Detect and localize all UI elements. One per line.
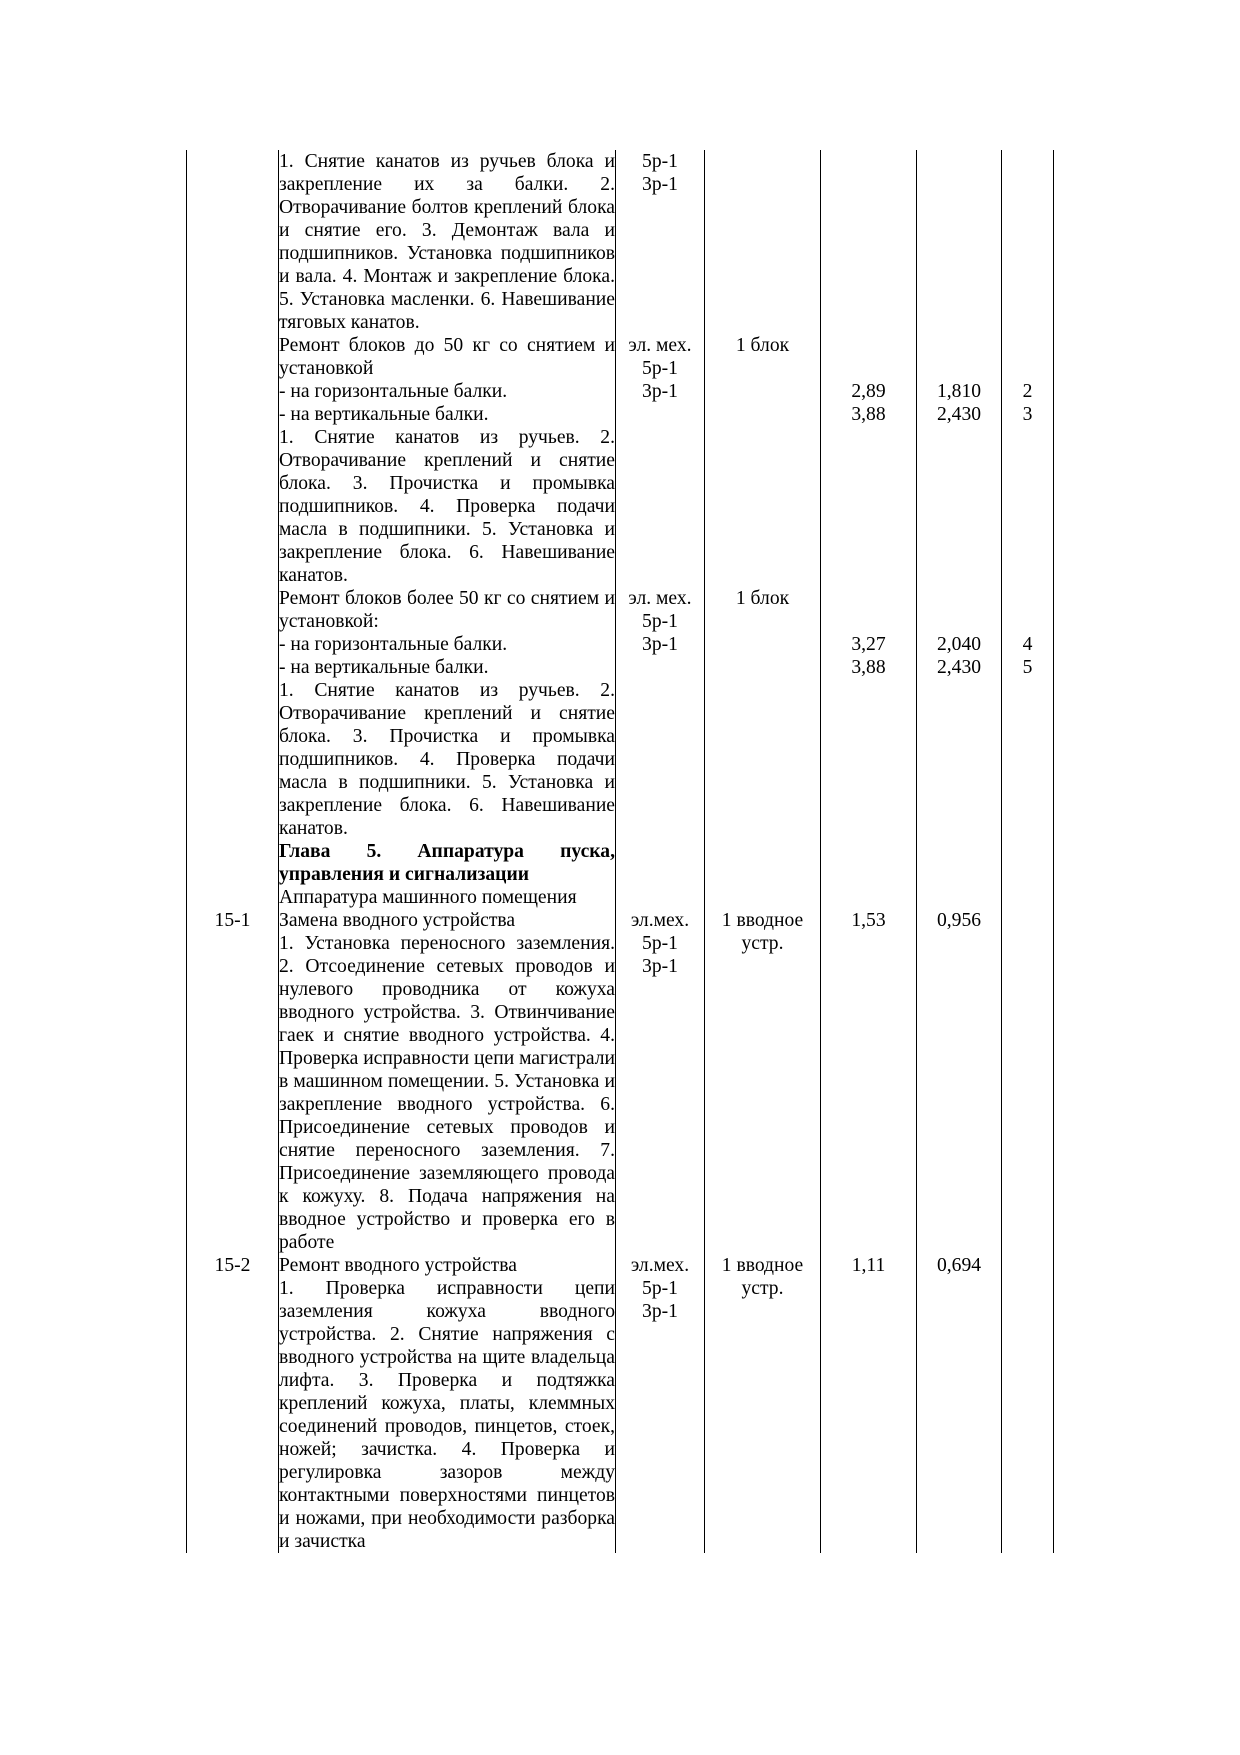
crew-grade: 5р-1 (642, 358, 678, 379)
unit-cell (705, 587, 821, 840)
row-number (187, 150, 279, 334)
table-row (187, 334, 1054, 587)
work-title: Замена вводного устройства (279, 910, 516, 931)
work-description (279, 587, 616, 840)
table-row (187, 1254, 1054, 1553)
work-title: Ремонт вводного устройства (279, 1255, 517, 1276)
value-cell (1002, 334, 1054, 587)
row-number-text: 15-2 (214, 1255, 251, 1276)
value-text: 0,956 (936, 910, 982, 931)
chapter-cell (279, 840, 616, 909)
crew-grade: 3р-1 (642, 174, 678, 195)
value-text: 1,53 (851, 910, 886, 931)
value-text: 0,694 (936, 1255, 982, 1276)
row-number (187, 587, 279, 840)
value-cell (821, 334, 917, 587)
unit-text: устр. (741, 1278, 784, 1299)
crew-grade: 3р-1 (642, 1301, 678, 1322)
value-cell (917, 334, 1002, 587)
norms-table (186, 150, 1054, 1553)
unit-text: 1 блок (735, 335, 790, 356)
work-description (279, 150, 616, 334)
value-cell (821, 1254, 917, 1553)
value-text: 2,89 (851, 381, 886, 402)
crew-cell (616, 909, 705, 1254)
crew-grade: 5р-1 (642, 1278, 678, 1299)
crew-grade: эл.мех. (630, 1255, 690, 1276)
value-text: 1,11 (851, 1255, 886, 1276)
crew-cell (616, 1254, 705, 1553)
table-row (187, 909, 1054, 1254)
work-variant: - на горизонтальные балки. (279, 634, 508, 655)
row-number (187, 334, 279, 587)
value-text: 2 (1022, 381, 1033, 402)
value-text: 3 (1022, 404, 1033, 425)
work-title: Ремонт блоков более 50 кг со снятием и установкой: (279, 588, 615, 632)
value-cell (821, 909, 917, 1254)
crew-cell (616, 840, 705, 909)
value-text: 2,430 (936, 404, 982, 425)
table-row (187, 150, 1054, 334)
crew-cell (616, 334, 705, 587)
unit-cell (705, 1254, 821, 1553)
row-number-text: 15-1 (214, 910, 251, 931)
value-cell (917, 909, 1002, 1254)
value-cell (917, 1254, 1002, 1553)
chapter-row (187, 840, 1054, 909)
work-description (279, 909, 616, 1254)
operations-text: 1. Снятие канатов из ручьев. 2. Отворачивание креплений и снятие блока. 3. Прочистка и промывка подшипников. 4. Проверка подачи масла в подшипники. 5. Установка и закрепление блока. 6. Навешивание канатов. (279, 680, 615, 839)
value-cell (1002, 150, 1054, 334)
value-text: 2,430 (936, 657, 982, 678)
unit-text: устр. (741, 933, 784, 954)
value-text: 2,040 (936, 634, 982, 655)
value-cell (1002, 587, 1054, 840)
operations-text: 1. Снятие канатов из ручьев. 2. Отворачивание креплений и снятие блока. 3. Прочистка и промывка подшипников. 4. Проверка подачи масла в подшипники. 5. Установка и закрепление блока. 6. Навешивание канатов. (279, 427, 615, 586)
unit-cell (705, 840, 821, 909)
work-description (279, 1254, 616, 1553)
unit-cell (705, 334, 821, 587)
crew-cell (616, 587, 705, 840)
value-cell (1002, 840, 1054, 909)
value-cell (917, 840, 1002, 909)
unit-text: 1 блок (735, 588, 790, 609)
value-text: 3,88 (851, 657, 886, 678)
work-variant: - на вертикальные балки. (279, 404, 489, 425)
row-number (187, 1254, 279, 1553)
crew-grade: 3р-1 (642, 956, 678, 977)
crew-cell (616, 150, 705, 334)
value-text: 4 (1022, 634, 1033, 655)
operations-text: 1. Снятие канатов из ручьев блока и закрепление их за балки. 2. Отворачивание болтов креплений блока и снятие его. 3. Демонтаж вала и подшипников. Установка подшипников и вала. 4. Монтаж и закрепление блока. 5. Установка масленки. 6. Навешивание тяговых канатов. (279, 151, 615, 333)
value-cell (917, 587, 1002, 840)
unit-cell (705, 909, 821, 1254)
value-text: 3,88 (851, 404, 886, 425)
value-cell (821, 150, 917, 334)
value-cell (821, 587, 917, 840)
crew-grade: эл. мех. (628, 335, 692, 356)
work-variant: - на горизонтальные балки. (279, 381, 508, 402)
crew-grade: 5р-1 (642, 151, 678, 172)
value-cell (1002, 1254, 1054, 1553)
work-title: Ремонт блоков до 50 кг со снятием и установкой (279, 335, 615, 379)
work-variant: - на вертикальные балки. (279, 657, 489, 678)
value-text: 1,810 (936, 381, 982, 402)
work-description (279, 334, 616, 587)
section-title: Аппаратура машинного помещения (279, 887, 577, 908)
row-number (187, 840, 279, 909)
crew-grade: 3р-1 (642, 634, 678, 655)
crew-grade: эл.мех. (630, 910, 690, 931)
value-cell (821, 840, 917, 909)
unit-text: 1 вводное (721, 910, 804, 931)
crew-grade: эл. мех. (628, 588, 692, 609)
value-cell (1002, 909, 1054, 1254)
crew-grade: 3р-1 (642, 381, 678, 402)
value-text: 3,27 (851, 634, 886, 655)
value-text: 5 (1022, 657, 1033, 678)
operations-text: 1. Проверка исправности цепи заземления кожуха вводного устройства. 2. Снятие напряжения с вводного устройства на щите владельца лифта. 3. Проверка и подтяжка креплений кожуха, платы, клеммных соединений проводов, пинцетов, стоек, ножей; зачистка. 4. Проверка и регулировка зазоров между контактными поверхностями пинцетов и ножами, при необходимости разборка и зачистка (279, 1278, 615, 1552)
crew-grade: 5р-1 (642, 611, 678, 632)
operations-text: 1. Установка переносного заземления. 2. Отсоединение сетевых проводов и нулевого проводника от кожуха вводного устройства. 3. Отвинчивание гаек и снятие вводного устройства. 4. Проверка исправности цепи магистрали в машинном помещении. 5. Установка и закрепление вводного устройства. 6. Присоединение сетевых проводов и снятие переносного заземления. 7. Присоединение заземляющего провода к кожуху. 8. Подача напряжения на вводное устройство и проверка его в работе (279, 933, 615, 1253)
chapter-title: Глава 5. Аппаратура пуска, управления и сигнализации (279, 841, 615, 885)
value-cell (917, 150, 1002, 334)
crew-grade: 5р-1 (642, 933, 678, 954)
unit-cell (705, 150, 821, 334)
table-row (187, 587, 1054, 840)
unit-text: 1 вводное (721, 1255, 804, 1276)
row-number (187, 909, 279, 1254)
